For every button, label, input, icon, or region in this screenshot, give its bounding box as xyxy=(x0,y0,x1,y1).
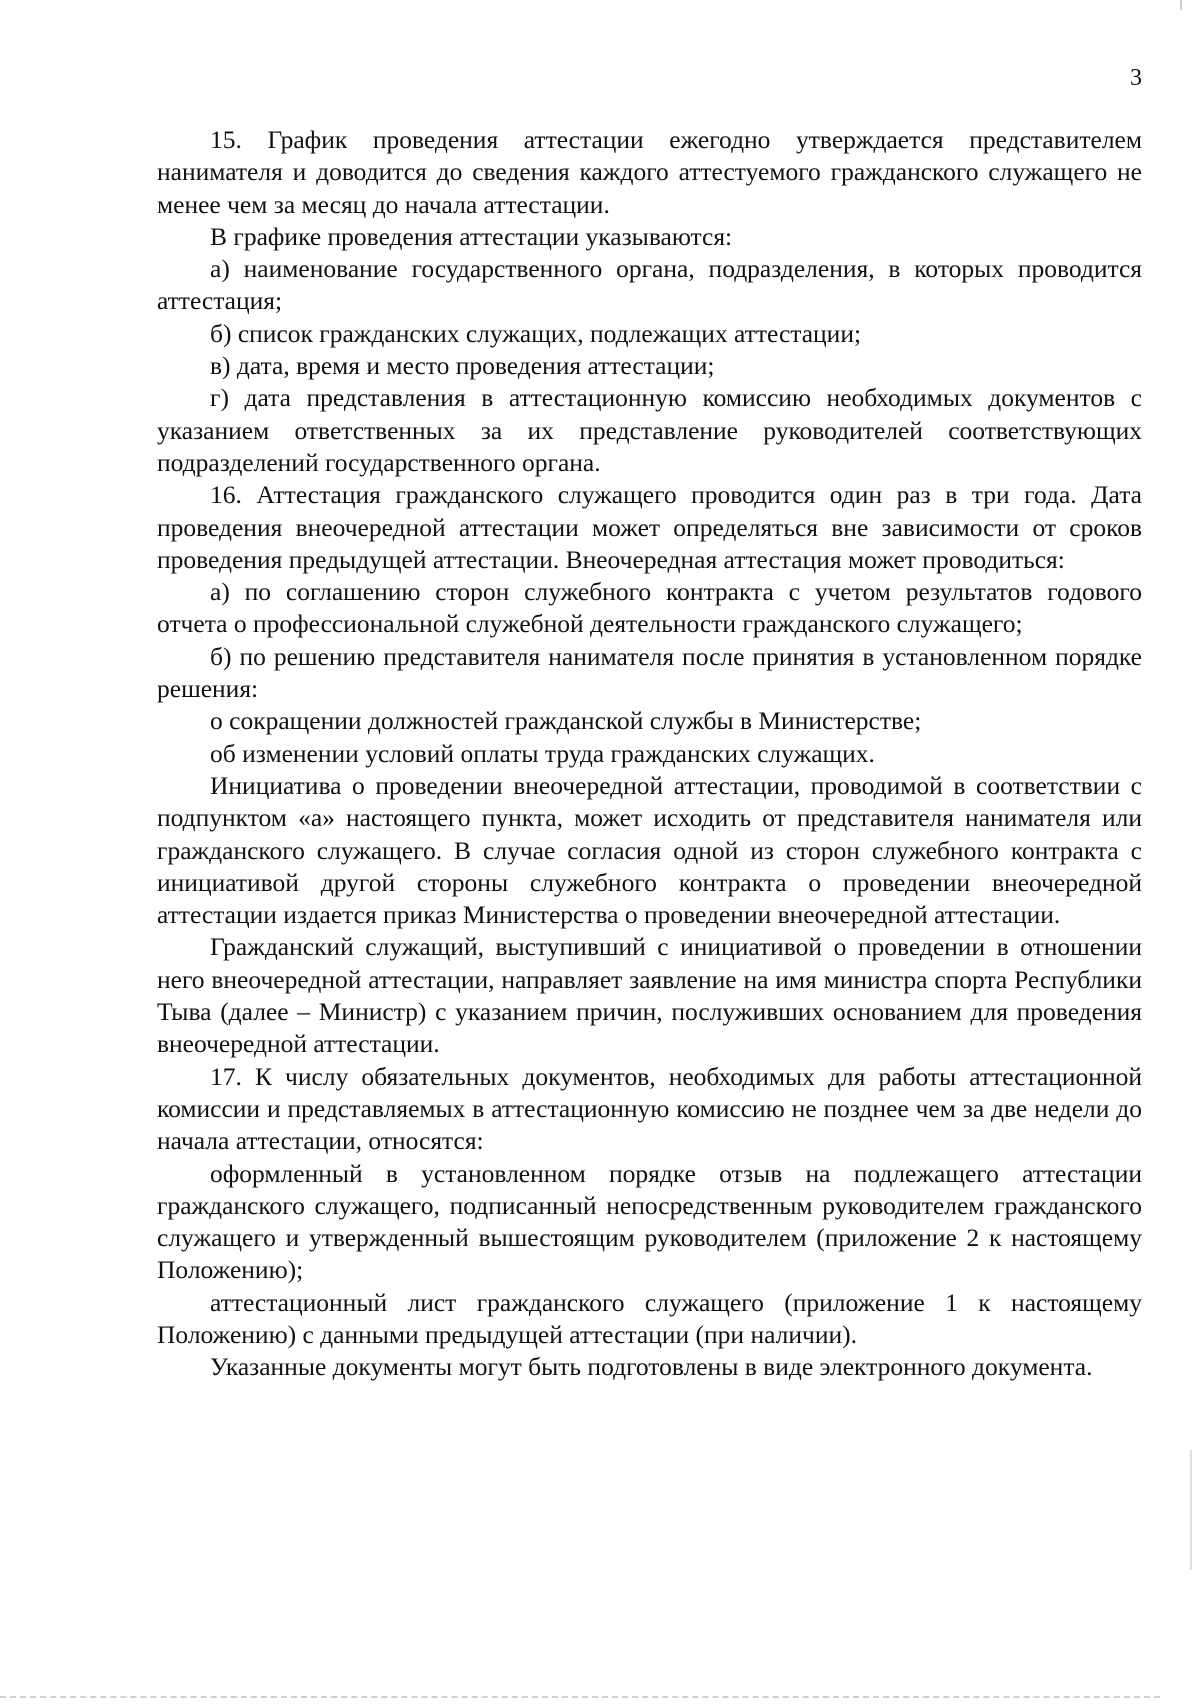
scan-edge-mark xyxy=(1190,1450,1192,1570)
paragraph-initiative: Инициатива о проведении внеочередной аттестации, проводимой в соответствии с подпунктом «а» настоящего пункта, может исходить от представителя нанимателя или гражданского служащего. В случае согласия одной из сторон служебного контракта с инициативой другой стороны служебного контракта о проведении внеочередной аттестации издается приказ Министерства о проведении внеочередной аттестации. xyxy=(157,770,1142,930)
sub-item-pay-change: об изменении условий оплаты труда гражданских служащих. xyxy=(210,738,875,768)
paragraph-electronic: Указанные документы могут быть подготовлены в виде электронного документа. xyxy=(210,1352,1093,1382)
list-item-g: г) дата представления в аттестационную комиссию необходимых документов с указанием ответственных за их представление руководителей соответствующих подразделений государственного органа. xyxy=(157,383,1142,477)
list-item-b: б) список гражданских служащих, подлежащих аттестации; xyxy=(210,318,862,348)
list-item-a: а) наименование государственного органа, подразделения, в которых проводится аттестация; xyxy=(157,254,1142,316)
paragraph-schedule-intro: В графике проведения аттестации указываются: xyxy=(210,221,733,251)
list-item-review: оформленный в установленном порядке отзыв на подлежащего аттестации гражданского служащего, подписанный непосредственным руководителем гражданского служащего и утвержденный вышестоящим руководителем (приложение 2 к настоящему Положению); xyxy=(157,1158,1142,1285)
paragraph-17: 17. К числу обязательных документов, необходимых для работы аттестационной комиссии и представляемых в аттестационную комиссию не позднее чем за две недели до начала аттестации, относятся: xyxy=(157,1061,1142,1156)
list-item-attestation-sheet: аттестационный лист гражданского служащего (приложение 1 к настоящему Положению) с данными предыдущей аттестации (при наличии). xyxy=(157,1287,1142,1349)
paragraph-application: Гражданский служащий, выступивший с инициативой о проведении в отношении него внеочередной аттестации, направляет заявление на имя министра спорта Республики Тыва (далее – Министр) с указанием причин, послуживших основанием для проведения внеочередной аттестации. xyxy=(157,932,1142,1059)
paragraph-16: 16. Аттестация гражданского служащего проводится один раз в три года. Дата проведения внеочередной аттестации может определяться вне зависимости от сроков проведения предыдущей аттестации. Внеочередная аттестация может проводиться: xyxy=(157,480,1142,574)
scan-bottom-edge xyxy=(0,1696,1160,1698)
scan-edge-mark xyxy=(1180,0,1182,10)
document-body xyxy=(157,124,1142,1384)
list-item-16-b: б) по решению представителя нанимателя после принятия в установленном порядке решения: xyxy=(157,641,1142,704)
sub-item-reduction: о сокращении должностей гражданской службы в Министерстве; xyxy=(210,706,922,736)
page-number: 3 xyxy=(1130,65,1142,91)
list-item-v: в) дата, время и место проведения аттестации; xyxy=(210,351,715,381)
list-item-16-a: а) по соглашению сторон служебного контракта с учетом результатов годового отчета о профессиональной служебной деятельности гражданского служащего; xyxy=(157,577,1142,639)
paragraph-15: 15. График проведения аттестации ежегодно утверждается представителем нанимателя и доводится до сведения каждого аттестуемого гражданского служащего не менее чем за месяц до начала аттестации. xyxy=(157,125,1142,219)
